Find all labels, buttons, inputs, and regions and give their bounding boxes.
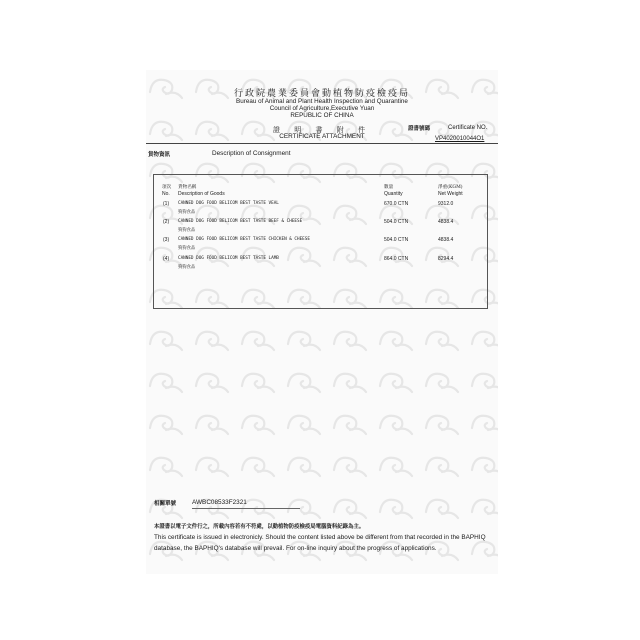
row-number: (4) bbox=[163, 256, 170, 262]
watermark-swirl bbox=[242, 332, 274, 350]
watermark-swirl bbox=[150, 332, 182, 350]
watermark-swirl bbox=[426, 500, 458, 518]
watermark-swirl bbox=[380, 374, 412, 392]
watermark-swirl bbox=[472, 458, 498, 476]
watermark-swirl bbox=[334, 458, 366, 476]
header-divider bbox=[146, 143, 498, 144]
watermark-swirl bbox=[380, 500, 412, 518]
watermark-swirl bbox=[288, 332, 320, 350]
watermark-swirl bbox=[334, 332, 366, 350]
col-desc-header-cn: 貨物名稱 bbox=[178, 185, 197, 190]
awb-underline bbox=[192, 508, 300, 509]
row-description: CANNED DOG FOOD BELICOM BEST TASTE LAMB bbox=[178, 256, 279, 261]
agency-name-en: Bureau of Animal and Plant Health Inspection and Quarantine bbox=[236, 98, 408, 105]
watermark-swirl bbox=[426, 374, 458, 392]
certificate-attachment-page bbox=[146, 70, 498, 574]
watermark-swirl bbox=[196, 416, 228, 434]
watermark-swirl bbox=[380, 458, 412, 476]
row-quantity: 670.0 CTN bbox=[384, 201, 409, 207]
watermark-swirl bbox=[288, 458, 320, 476]
watermark-swirl bbox=[426, 458, 458, 476]
watermark-swirl bbox=[380, 332, 412, 350]
notice-en: This certificate is issued in electronicly. Should the content listed above be different from that recorded in the BAPHIQ database, the BAPHIQ's database will prevail. For on-line inquiry about the progress of applications. bbox=[154, 534, 486, 552]
watermark-swirl bbox=[472, 500, 498, 518]
watermark-swirl bbox=[334, 500, 366, 518]
row-description: CANNED DOG FOOD BELICOM BEST TASTE VEAL bbox=[178, 201, 279, 206]
watermark-swirl bbox=[472, 332, 498, 350]
watermark-swirl bbox=[426, 416, 458, 434]
notice-cn: 本證書以電子文件行之，所載內容若有不符處，以動植物防疫檢疫局電腦資料紀錄為主。 bbox=[154, 524, 365, 530]
col-qty-header-cn: 數量 bbox=[384, 185, 394, 190]
col-qty-header: Quantity bbox=[384, 191, 403, 197]
watermark-swirl bbox=[334, 416, 366, 434]
row-description-cn: 狗狗食品 bbox=[178, 210, 196, 215]
watermark-swirl bbox=[150, 416, 182, 434]
country-name: REPUBLIC OF CHINA bbox=[290, 112, 354, 119]
col-desc-header: Description of Goods bbox=[178, 191, 225, 197]
row-number: (2) bbox=[163, 219, 170, 225]
row-description-cn: 狗狗食品 bbox=[178, 228, 196, 233]
cert-title-cn: 證 明 書 附 件 bbox=[273, 126, 371, 134]
watermark-swirl bbox=[150, 458, 182, 476]
watermark-swirl bbox=[196, 332, 228, 350]
council-name: Council of Agriculture,Executive Yuan bbox=[269, 105, 375, 112]
row-quantity: 504.0 CTN bbox=[384, 219, 409, 225]
watermark-swirl bbox=[242, 374, 274, 392]
row-number: (1) bbox=[163, 201, 170, 207]
cert-no-value: VP4020010044O1 bbox=[435, 136, 485, 142]
row-description: CANNED DOG FOOD BELICOM BEST TASTE CHICKEN & CHEESE bbox=[178, 237, 310, 242]
watermark-swirl bbox=[196, 458, 228, 476]
watermark-swirl bbox=[472, 416, 498, 434]
awb-number: AWBC08533F2321 bbox=[192, 499, 247, 506]
row-description-cn: 狗狗食品 bbox=[178, 265, 196, 270]
row-weight: 4838.4 bbox=[438, 219, 454, 225]
watermark-swirl bbox=[334, 374, 366, 392]
agency-name-cn: 行政院農業委員會動植物防疫檢疫局 bbox=[233, 89, 410, 99]
cert-no-label-cn: 證書號碼 bbox=[408, 126, 431, 132]
cert-title-en: CERTIFICATE ATTACHMENT bbox=[279, 133, 365, 140]
watermark-swirl bbox=[380, 416, 412, 434]
cert-no-label: Certificate NO. bbox=[448, 125, 488, 131]
watermark-swirl bbox=[150, 374, 182, 392]
consignment-label: Description of Consignment bbox=[212, 150, 291, 157]
watermark-swirl bbox=[288, 374, 320, 392]
row-description-cn: 狗狗食品 bbox=[178, 246, 196, 251]
col-no-header: No. bbox=[162, 191, 170, 197]
row-quantity: 504.0 CTN bbox=[384, 237, 409, 243]
row-weight: 9312.0 bbox=[438, 201, 454, 207]
col-weight-header: Net Weight bbox=[438, 191, 463, 197]
watermark-swirl bbox=[196, 374, 228, 392]
row-description: CANNED DOG FOOD BELICOM BEST TASTE BEEF & CHEESE bbox=[178, 219, 303, 224]
watermark-swirl bbox=[288, 416, 320, 434]
awb-label-cn: 相關單號 bbox=[154, 501, 177, 507]
consignment-label-cn: 貨物資訊 bbox=[148, 152, 171, 158]
row-number: (3) bbox=[163, 237, 170, 243]
watermark-swirl bbox=[242, 416, 274, 434]
watermark-swirl bbox=[472, 374, 498, 392]
col-no-header-cn: 項次 bbox=[162, 185, 172, 190]
row-quantity: 864.0 CTN bbox=[384, 256, 409, 262]
col-weight-header-cn: 淨重(KGM) bbox=[438, 185, 463, 190]
watermark-swirl bbox=[426, 332, 458, 350]
row-weight: 4838.4 bbox=[438, 237, 454, 243]
watermark-swirl bbox=[242, 458, 274, 476]
row-weight: 8294.4 bbox=[438, 256, 454, 262]
